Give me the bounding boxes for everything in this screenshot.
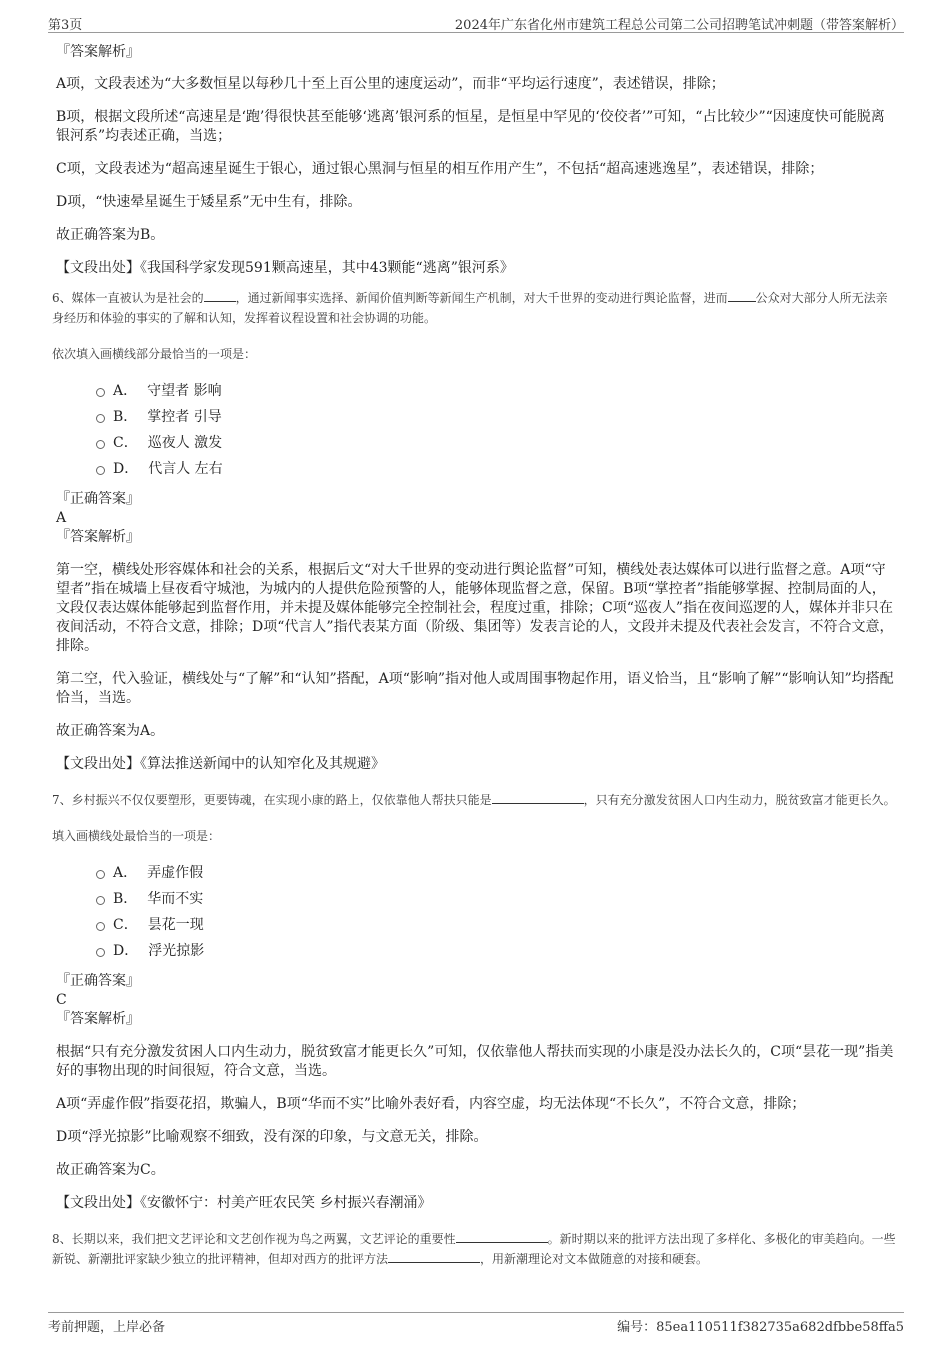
correct-answer-label: 『正确答案』 — [56, 491, 140, 507]
option-d[interactable]: D． 浮光掠影 — [96, 938, 898, 964]
page-footer — [48, 1312, 904, 1335]
document-body — [52, 38, 898, 1269]
analysis-paragraph: B项，根据文段所述“高速星是‘跑’得很快甚至能够‘逃离’银河系的恒星，是恒星中罕见的‘佼佼者’”可知，“占比较少”“因速度快可能脱离银河系”均表述正确，当选； — [56, 109, 885, 144]
radio-icon[interactable] — [96, 466, 105, 475]
correct-answer-label: 『正确答案』 — [56, 973, 140, 989]
footer-slogan: 考前押题，上岸必备 — [48, 1320, 166, 1335]
option-b[interactable]: B． 掌控者 引导 — [96, 404, 898, 430]
analysis-label: 『答案解析』 — [56, 529, 140, 545]
analysis-label: 『答案解析』 — [56, 44, 140, 60]
fill-blank — [728, 290, 756, 302]
answer-conclusion: 故正确答案为C。 — [56, 1162, 165, 1178]
analysis-paragraph: C项，文段表述为“超高速星诞生于银心，通过银心黑洞与恒星的相互作用产生”，不包括“超高速逃逸星”，表述错误，排除； — [56, 161, 824, 177]
analysis-paragraph: 第二空，代入验证，横线处与“了解”和“认知”搭配，A项“影响”指对他人或周围事物起作用，语义恰当，且“影响了解”“影响认知”均搭配恰当，当选。 — [56, 671, 894, 706]
question-stem: 8、长期以来，我们把文艺评论和文艺创作视为鸟之两翼，文艺评论的重要性 。新时期以来的批评方法出现了多样化、多极化的审美趋向。一些新锐、新潮批评家缺少独立的批评精神，但却对西方的批评方法 ，用新潮理论对文本做随意的对接和硬套。 — [52, 1232, 896, 1266]
fill-blank — [456, 1231, 548, 1243]
radio-icon[interactable] — [96, 870, 105, 879]
fill-blank — [388, 1251, 480, 1263]
answer-conclusion: 故正确答案为A。 — [56, 723, 165, 739]
fill-blank — [492, 792, 584, 804]
correct-answer: A — [56, 510, 67, 526]
analysis-paragraph: 根据“只有充分激发贫困人口内生动力，脱贫致富才能更长久”可知，仅依靠他人帮扶而实现的小康是没办法长久的，C项“昙花一现”指美好的事物出现的时间很短，符合文意，当选。 — [56, 1044, 894, 1079]
radio-icon[interactable] — [96, 440, 105, 449]
option-a[interactable]: A． 弄虚作假 — [96, 860, 898, 886]
correct-answer: C — [56, 992, 67, 1008]
question-instruction: 填入画横线处最恰当的一项是： — [52, 829, 221, 843]
option-list — [96, 378, 898, 482]
source-citation: 【文段出处】《安徽怀宁：村美产旺农民笑 乡村振兴春潮涌》 — [56, 1195, 432, 1211]
option-list — [96, 860, 898, 964]
radio-icon[interactable] — [96, 414, 105, 423]
radio-icon[interactable] — [96, 922, 105, 931]
source-citation: 【文段出处】《算法推送新闻中的认知窄化及其规避》 — [56, 756, 385, 772]
question-stem: 6、媒体一直被认为是社会的 ，通过新闻事实选择、新闻价值判断等新闻生产机制，对大千世界的变动进行舆论监督，进而 公众对大部分人所无法亲身经历和体验的事实的了解和认知，发挥着议程设置和社会协调的功能。 — [52, 291, 888, 325]
option-c[interactable]: C． 昙花一现 — [96, 912, 898, 938]
page-number: 第3页 — [48, 18, 83, 33]
option-a[interactable]: A． 守望者 影响 — [96, 378, 898, 404]
analysis-paragraph: A项“弄虚作假”指耍花招，欺骗人，B项“华而不实”比喻外表好看，内容空虚，均无法体现“不长久”，不符合文意，排除； — [56, 1096, 806, 1112]
option-c[interactable]: C． 巡夜人 激发 — [96, 430, 898, 456]
document-title: 2024年广东省化州市建筑工程总公司第二公司招聘笔试冲刺题（带答案解析） — [454, 18, 904, 33]
analysis-paragraph: D项“浮光掠影”比喻观察不细致，没有深的印象，与文意无关，排除。 — [56, 1129, 488, 1145]
question-stem: 7、乡村振兴不仅仅要塑形，更要铸魂，在实现小康的路上，仅依靠他人帮扶只能是 ，只有充分激发贫困人口内生动力，脱贫致富才能更长久。 — [52, 793, 896, 807]
question-instruction: 依次填入画横线部分最恰当的一项是： — [52, 347, 257, 361]
document-id: 编号：85ea110511f382735a682dfbbe58ffa5 — [617, 1320, 904, 1335]
radio-icon[interactable] — [96, 896, 105, 905]
analysis-paragraph: A项，文段表述为“大多数恒星以每秒几十至上百公里的速度运动”，而非“平均运行速度”，表述错误，排除； — [56, 76, 725, 92]
page-header — [48, 12, 904, 33]
option-d[interactable]: D． 代言人 左右 — [96, 456, 898, 482]
analysis-label: 『答案解析』 — [56, 1011, 140, 1027]
source-citation: 【文段出处】《我国科学家发现591颗高速星，其中43颗能“逃离”银河系》 — [56, 260, 514, 276]
fill-blank — [204, 290, 236, 302]
option-b[interactable]: B． 华而不实 — [96, 886, 898, 912]
radio-icon[interactable] — [96, 948, 105, 957]
answer-conclusion: 故正确答案为B。 — [56, 227, 165, 243]
radio-icon[interactable] — [96, 388, 105, 397]
analysis-paragraph: D项，“快速晕星诞生于矮星系”无中生有，排除。 — [56, 194, 362, 210]
analysis-paragraph: 第一空，横线处形容媒体和社会的关系，根据后文“对大千世界的变动进行舆论监督”可知，横线处表达媒体可以进行监督之意。A项“守望者”指在城墙上昼夜看守城池，为城内的人提供危险预警的人，能够体现监督之意，保留。B项“掌控者”指能够掌握、控制局面的人，文段仅表达媒体能够起到监督作用，并未提及媒体能够完全控制社会，程度过重，排除；C项“巡夜人”指在夜间巡逻的人，媒体并非只在夜间活动，不符合文意，排除；D项“代言人”指代表某方面（阶级、集团等）发表言论的人，文段并未提及代表社会发言，不符合文意，排除。 — [56, 562, 894, 654]
